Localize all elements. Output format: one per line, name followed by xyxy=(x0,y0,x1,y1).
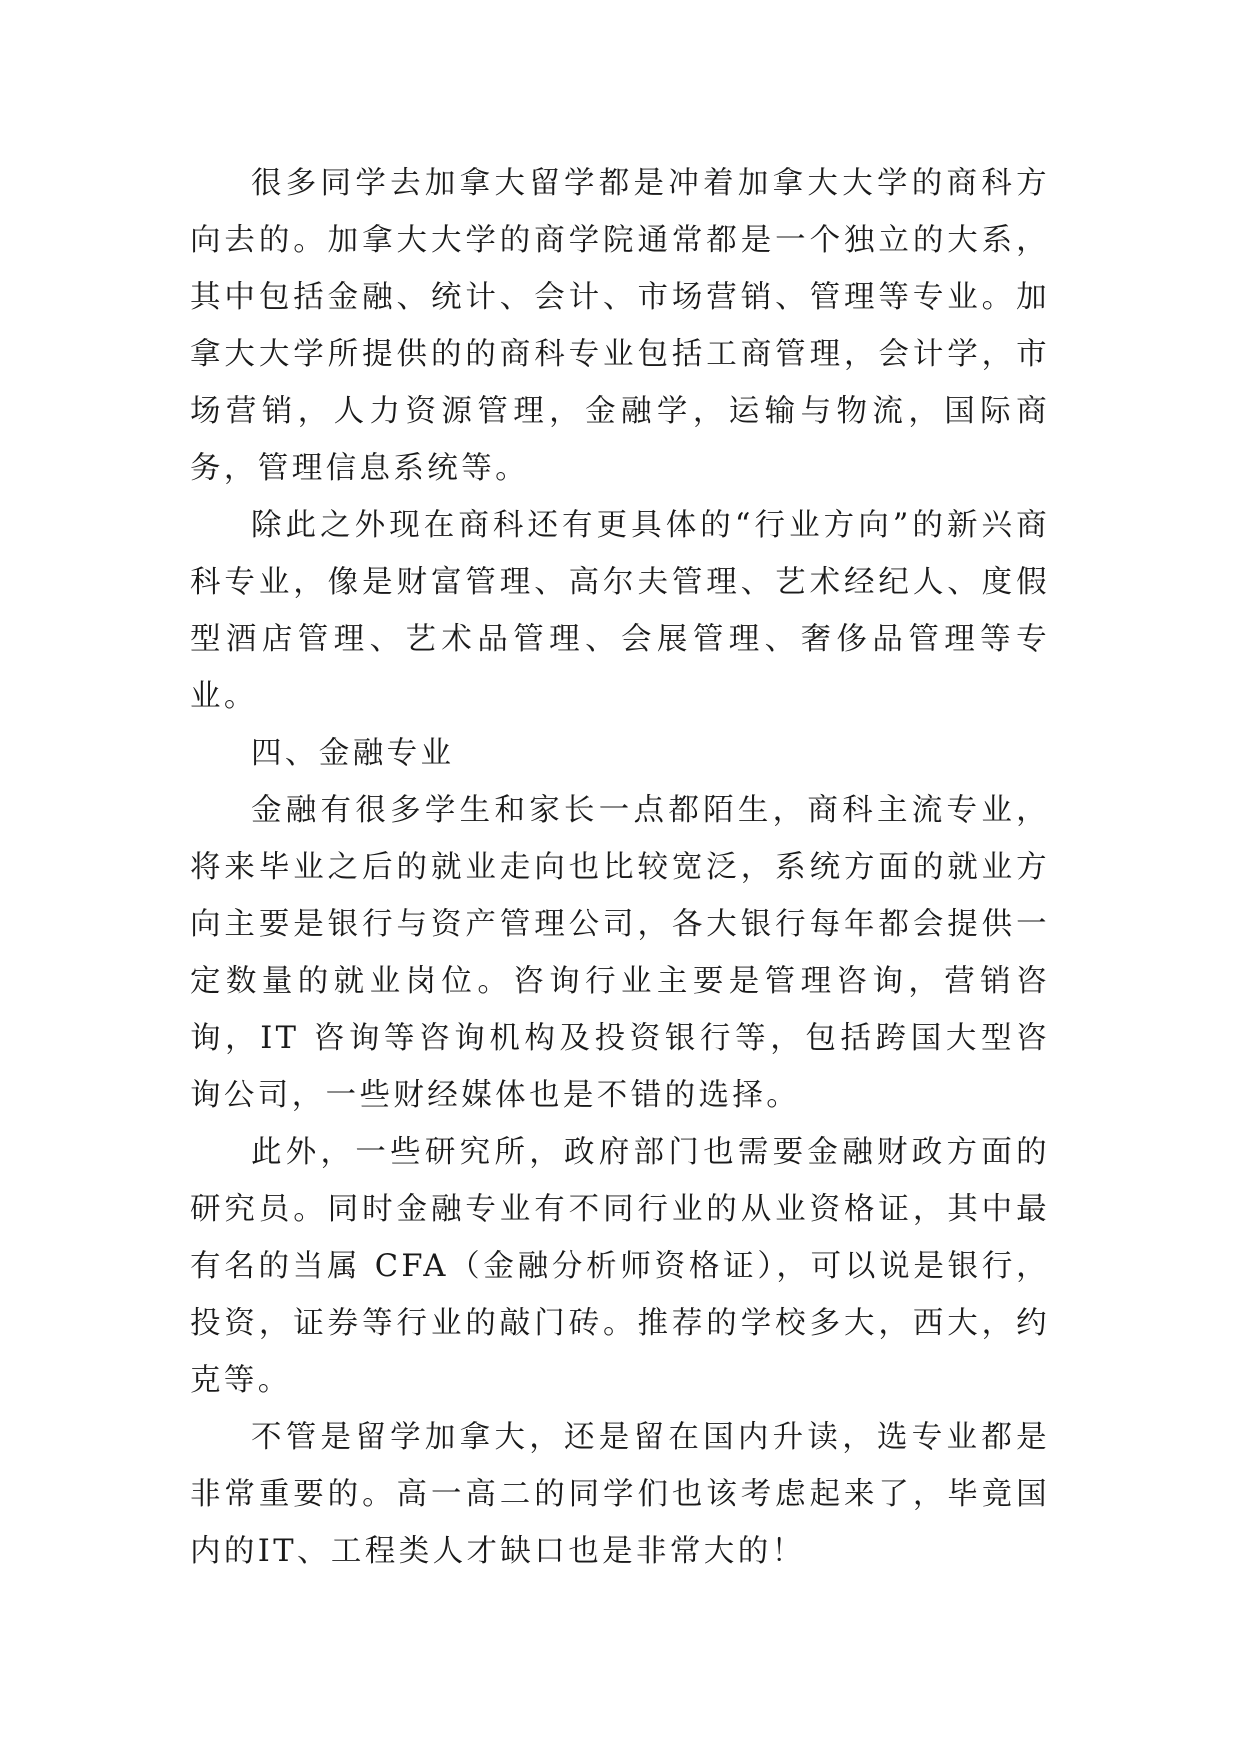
document-body xyxy=(190,155,1050,1580)
section-heading-finance: 四、金融专业 xyxy=(251,736,455,771)
paragraph-finance-careers: 金融有很多学生和家长一点都陌生，商科主流专业，将来毕业之后的就业走向也比较宽泛，系统方面的就业方向主要是银行与资产管理公司，各大银行每年都会提供一定数量的就业岗位。咨询行业主要是管理咨询，营销咨询，IT 咨询等咨询机构及投资银行等，包括跨国大型咨询公司，一些财经媒体也是不错的选择。 xyxy=(190,793,1050,1113)
paragraph-commerce-intro: 很多同学去加拿大留学都是冲着加拿大大学的商科方向去的。加拿大大学的商学院通常都是一个独立的大系，其中包括金融、统计、会计、市场营销、管理等专业。加拿大大学所提供的的商科专业包括工商管理，会计学，市场营销，人力资源管理，金融学，运输与物流，国际商务，管理信息系统等。 xyxy=(190,166,1050,486)
paragraph-finance-certification: 此外，一些研究所，政府部门也需要金融财政方面的研究员。同时金融专业有不同行业的从业资格证，其中最有名的当属 CFA（金融分析师资格证），可以说是银行，投资，证券等行业的敲门砖。推荐的学校多大，西大，约克等。 xyxy=(190,1135,1050,1398)
paragraph-emerging-majors: 除此之外现在商科还有更具体的“行业方向”的新兴商科专业，像是财富管理、高尔夫管理、艺术经纪人、度假型酒店管理、艺术品管理、会展管理、奢侈品管理等专业。 xyxy=(190,508,1050,714)
paragraph-conclusion: 不管是留学加拿大，还是留在国内升读，选专业都是非常重要的。高一高二的同学们也该考虑起来了，毕竟国内的IT、工程类人才缺口也是非常大的！ xyxy=(190,1420,1050,1569)
